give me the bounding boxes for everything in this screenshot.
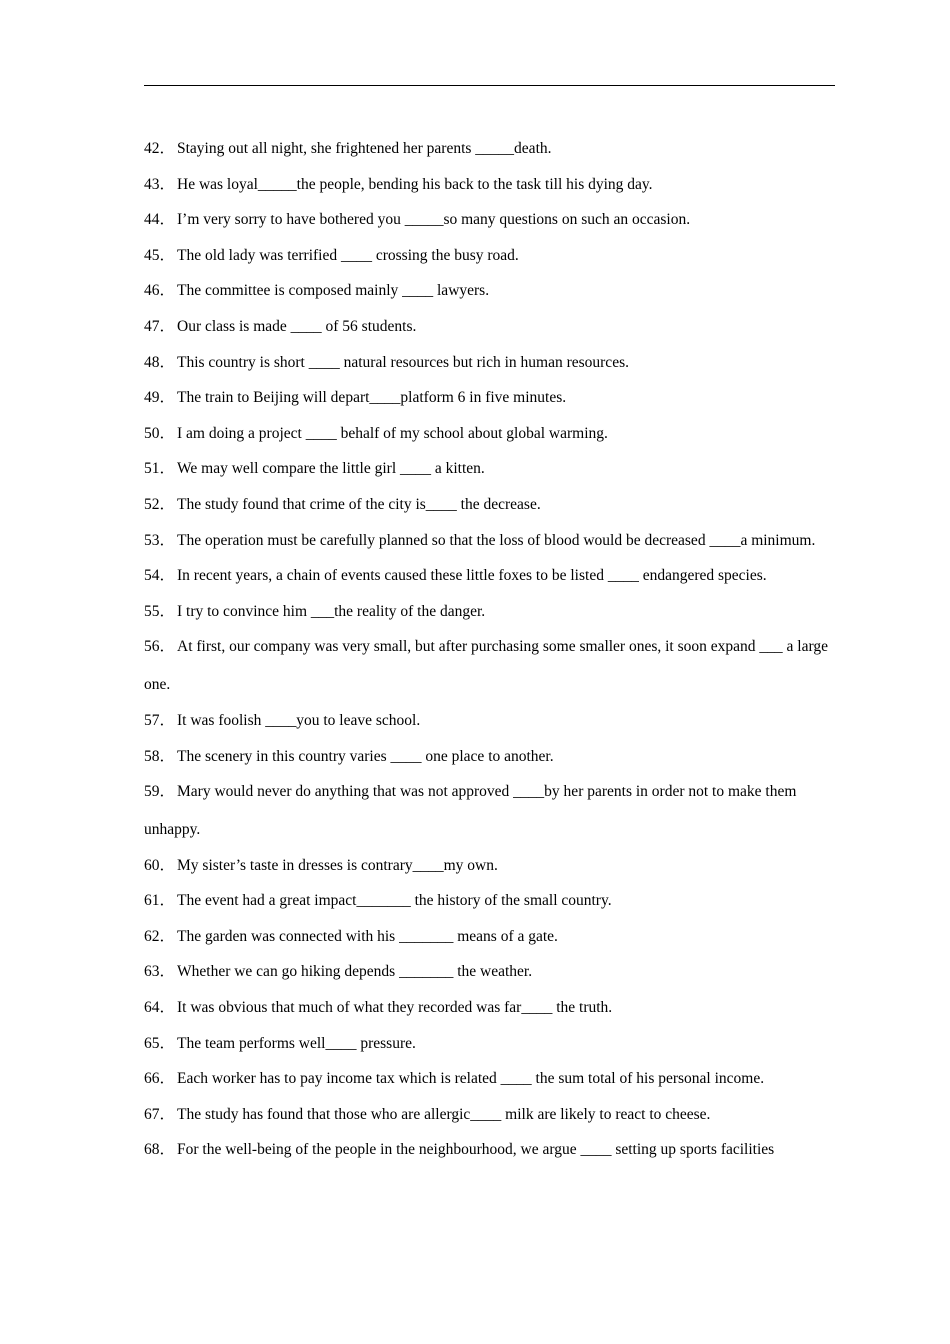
question-item — [144, 281, 844, 301]
question-text: For the well-being of the people in the neighbourhood, we argue ____ setting up sports facilities — [177, 1141, 775, 1159]
question-text: The old lady was terrified ____ crossing the busy road. — [177, 246, 519, 264]
question-item — [144, 628, 844, 704]
question-item — [144, 424, 844, 444]
question-number: 55． — [144, 602, 176, 620]
question-number: 43． — [144, 175, 176, 193]
question-item — [144, 602, 844, 622]
question-text: I’m very sorry to have bothered you _____so many questions on such an occasion. — [177, 211, 691, 229]
question-list — [144, 139, 844, 1176]
question-text: At first, our company was very small, but after purchasing some smaller ones, it soon expand ___ a large one. — [144, 638, 828, 694]
question-number: 66． — [144, 1070, 176, 1088]
question-text: It was obvious that much of what they recorded was far____ the truth. — [177, 999, 613, 1017]
question-item — [144, 139, 844, 159]
question-text: The operation must be carefully planned so that the loss of blood would be decreased ____a minimum. — [177, 531, 816, 549]
question-item — [144, 1069, 844, 1089]
question-number: 46． — [144, 282, 176, 300]
question-text: My sister’s taste in dresses is contrary____my own. — [177, 856, 498, 874]
question-item — [144, 1105, 844, 1125]
question-text: Each worker has to pay income tax which is related ____ the sum total of his personal income. — [177, 1070, 765, 1088]
question-number: 52． — [144, 495, 176, 513]
question-item — [144, 566, 844, 586]
question-item — [144, 210, 844, 230]
question-item — [144, 175, 844, 195]
question-text: The train to Beijing will depart____platform 6 in five minutes. — [177, 389, 567, 407]
question-number: 67． — [144, 1105, 176, 1123]
question-item — [144, 927, 844, 947]
question-number: 61． — [144, 892, 176, 910]
question-item — [144, 962, 844, 982]
question-item — [144, 998, 844, 1018]
question-item — [144, 495, 844, 515]
question-text: The team performs well____ pressure. — [177, 1034, 416, 1052]
question-number: 47． — [144, 317, 176, 335]
question-text: The garden was connected with his _______ means of a gate. — [177, 927, 558, 945]
question-item — [144, 891, 844, 911]
question-number: 54． — [144, 567, 176, 585]
question-text: Mary would never do anything that was not approved ____by her parents in order not to make them unhappy. — [144, 783, 797, 839]
question-text: I am doing a project ____ behalf of my school about global warming. — [177, 424, 608, 442]
question-number: 44． — [144, 211, 176, 229]
question-item — [144, 856, 844, 876]
question-text: Whether we can go hiking depends _______ the weather. — [177, 963, 533, 981]
question-item — [144, 1140, 844, 1160]
question-number: 63． — [144, 963, 176, 981]
question-number: 51． — [144, 460, 176, 478]
question-number: 49． — [144, 389, 176, 407]
question-text: The event had a great impact_______ the history of the small country. — [177, 892, 612, 910]
question-item — [144, 246, 844, 266]
question-item — [144, 317, 844, 337]
question-text: We may well compare the little girl ____ a kitten. — [177, 460, 485, 478]
question-item — [144, 711, 844, 731]
question-number: 48． — [144, 353, 176, 371]
question-number: 65． — [144, 1034, 176, 1052]
question-item — [144, 459, 844, 479]
question-number: 53． — [144, 531, 176, 549]
question-text: In recent years, a chain of events caused these little foxes to be listed ____ endangered species. — [177, 567, 767, 585]
question-item — [144, 388, 844, 408]
question-number: 59． — [144, 783, 176, 801]
question-item — [144, 1034, 844, 1054]
question-number: 45． — [144, 246, 176, 264]
question-number: 68． — [144, 1141, 176, 1159]
question-text: I try to convince him ___the reality of the danger. — [177, 602, 486, 620]
question-item — [144, 747, 844, 767]
header-rule — [144, 85, 835, 86]
question-text: This country is short ____ natural resources but rich in human resources. — [177, 353, 629, 371]
question-text: Staying out all night, she frightened her parents _____death. — [177, 140, 552, 157]
question-text: It was foolish ____you to leave school. — [177, 711, 421, 729]
question-number: 56． — [144, 638, 176, 656]
question-text: The scenery in this country varies ____ one place to another. — [177, 747, 554, 765]
question-number: 60． — [144, 856, 176, 874]
question-text: He was loyal_____the people, bending his back to the task till his dying day. — [177, 175, 653, 193]
question-number: 50． — [144, 424, 176, 442]
question-text: The study has found that those who are allergic____ milk are likely to react to cheese. — [177, 1105, 711, 1123]
question-item — [144, 353, 844, 373]
question-text: Our class is made ____ of 56 students. — [177, 317, 417, 335]
question-text: The committee is composed mainly ____ lawyers. — [177, 282, 490, 300]
question-item — [144, 773, 844, 849]
question-number: 57． — [144, 711, 176, 729]
question-number: 58． — [144, 747, 176, 765]
question-number: 42． — [144, 140, 176, 157]
question-text: The study found that crime of the city is____ the decrease. — [177, 495, 541, 513]
question-number: 64． — [144, 999, 176, 1017]
question-number: 62． — [144, 927, 176, 945]
question-item — [144, 522, 844, 560]
